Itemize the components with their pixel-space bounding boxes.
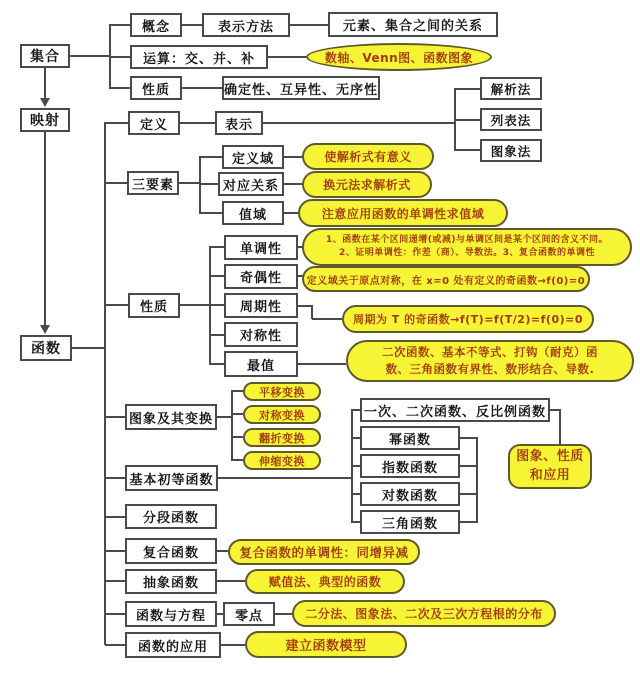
node-function-and-equation: 函数与方程 [125, 601, 217, 627]
connector-line [275, 613, 292, 615]
node-table-method: 列表法 [480, 108, 542, 131]
connector-line [210, 275, 224, 277]
connector-line [210, 304, 224, 306]
connector-line [352, 437, 360, 439]
node-function-application: 函数的应用 [125, 632, 221, 658]
note-application: 建立函数模型 [245, 631, 407, 658]
connector-line [352, 493, 360, 495]
connector-line [104, 122, 106, 645]
connector-line [105, 550, 125, 552]
connector-line [105, 122, 128, 124]
node-domain: 定义域 [222, 145, 284, 169]
node-representation-method: 表示方法 [202, 13, 290, 37]
connector-line [210, 363, 224, 365]
node-representation: 表示 [215, 111, 263, 135]
connector-line [460, 521, 477, 523]
connector-line [200, 212, 222, 214]
connector-line [182, 24, 202, 26]
connector-line [70, 55, 110, 57]
connector-line [284, 212, 298, 214]
connector-line [110, 24, 130, 26]
node-set-properties-note: 确定性、互异性、无序性 [222, 76, 380, 100]
connector-line [182, 87, 222, 89]
note-abstract: 赋值法、典型的函数 [245, 569, 405, 594]
connector-line [217, 580, 245, 582]
connector-line [232, 459, 243, 461]
connector-line [268, 56, 306, 58]
node-set: 集合 [20, 44, 70, 68]
connector-line [455, 88, 480, 90]
node-mapping: 映射 [20, 108, 70, 132]
connector-line [460, 437, 477, 439]
connector-line [200, 156, 222, 158]
node-graph-transforms: 图象及其变换 [125, 404, 217, 430]
note-gpa-line2: 和应用 [529, 467, 571, 483]
note-monotonicity-line1: 1、函数在某个区间递增(或减)与单调区间是某个区间的含义不同。 [326, 234, 608, 245]
connector-line [179, 182, 200, 184]
note-domain: 使解析式有意义 [302, 143, 434, 170]
node-set-concept: 概念 [130, 13, 182, 37]
connector-line [110, 87, 130, 89]
connector-line [105, 304, 128, 306]
node-range: 值域 [222, 201, 284, 225]
connector-line [218, 477, 352, 479]
note-zero: 二分法、图象法、二次及三次方程根的分布 [292, 600, 556, 627]
connector-line [460, 493, 477, 495]
connector-line [110, 56, 130, 58]
connector-line [199, 156, 201, 214]
note-set-operations: 数轴、Venn图、函数图象 [306, 43, 492, 71]
connector-line [455, 119, 480, 121]
connector-line [460, 465, 477, 467]
node-symmetry: 对称性 [224, 322, 298, 347]
connector-line [44, 68, 46, 99]
node-monotonicity: 单调性 [224, 235, 298, 260]
node-parity: 奇偶性 [224, 264, 298, 289]
connector-line [217, 416, 232, 418]
connector-line [232, 436, 243, 438]
node-logarithmic-function: 对数函数 [360, 482, 460, 506]
connector-line [217, 550, 228, 552]
connector-line [217, 644, 245, 646]
connector-line [232, 390, 243, 392]
connector-line [231, 390, 233, 461]
arrow-down-icon [40, 98, 50, 107]
connector-line [105, 516, 125, 518]
connector-line [72, 347, 105, 349]
node-power-function: 幂函数 [360, 426, 460, 450]
connector-line [352, 409, 360, 411]
node-extremum: 最值 [224, 351, 298, 377]
connector-line [105, 580, 125, 582]
note-periodicity: 周期为 T 的奇函数→f(T)=f(T/2)=f(0)=0 [342, 305, 594, 333]
connector-line [559, 409, 561, 445]
connector-line [312, 318, 342, 320]
note-graph-properties-applications [508, 444, 592, 489]
connector-line [311, 305, 313, 319]
note-extremum [346, 340, 634, 382]
note-monotonicity [302, 228, 632, 266]
note-scaling-transform: 伸缩变换 [243, 451, 321, 470]
node-trigonometric-function: 三角函数 [360, 510, 460, 534]
node-composite-function: 复合函数 [125, 538, 217, 564]
connector-line [352, 465, 360, 467]
connector-line [180, 304, 210, 306]
node-zero-point: 零点 [223, 602, 275, 626]
node-analytic-method: 解析法 [480, 77, 542, 100]
connector-line [284, 183, 302, 185]
connector-line [105, 182, 127, 184]
connector-line [200, 183, 218, 185]
node-correspondence: 对应关系 [218, 172, 284, 196]
node-function: 函数 [20, 335, 72, 361]
node-abstract-function: 抽象函数 [125, 569, 217, 594]
connector-line [210, 334, 224, 336]
note-range: 注意应用函数的单调性求值域 [298, 199, 508, 227]
note-correspondence: 换元法求解析式 [302, 171, 432, 198]
node-periodicity: 周期性 [224, 293, 298, 318]
connector-line [180, 122, 215, 124]
node-graph-method: 图象法 [480, 139, 542, 162]
arrow-down-icon [40, 325, 50, 334]
note-gpa-line1: 图象、性质 [516, 448, 584, 464]
note-monotonicity-line2: 2、证明单调性：作差（商）、导数法。3、复合函数的单调性 [338, 248, 596, 258]
note-fold-transform: 翻折变换 [243, 428, 321, 447]
connector-line [105, 613, 125, 615]
note-composite: 复合函数的单调性：同增异减 [228, 539, 420, 565]
connector-line [455, 149, 480, 151]
connector-line [210, 246, 224, 248]
note-extremum-line1: 二次函数、基本不等式、打钩（耐克）函 [382, 345, 598, 360]
node-basic-elementary-functions: 基本初等函数 [125, 465, 218, 491]
node-definition: 定义 [128, 111, 180, 135]
node-set-operations: 运算：交、并、补 [130, 45, 268, 69]
node-piecewise-function: 分段函数 [125, 504, 217, 529]
connector-line [284, 156, 302, 158]
note-symmetry-transform: 对称变换 [243, 405, 321, 424]
connector-line [44, 132, 46, 326]
node-element-relation: 元素、集合之间的关系 [328, 12, 498, 37]
node-three-elements: 三要素 [127, 171, 179, 195]
connector-line [290, 24, 328, 26]
connector-line [105, 416, 125, 418]
node-set-properties: 性质 [130, 76, 182, 100]
connector-line [105, 644, 125, 646]
node-func-properties: 性质 [128, 293, 180, 318]
connector-line [476, 437, 478, 523]
connector-line [232, 413, 243, 415]
connector-line [298, 363, 346, 365]
node-exponential-function: 指数函数 [360, 454, 460, 478]
note-translation-transform: 平移变换 [243, 382, 321, 401]
node-linear-quadratic-inverse: 一次、二次函数、反比例函数 [360, 398, 550, 422]
connector-line [105, 477, 125, 479]
note-extremum-line2: 数、三角函数有界性、数形结合、导数. [385, 362, 595, 376]
note-parity: 定义域关于原点对称，在 x=0 处有定义的奇函数→f(0)=0 [302, 266, 590, 292]
connector-line [352, 521, 360, 523]
connector-line [263, 122, 455, 124]
